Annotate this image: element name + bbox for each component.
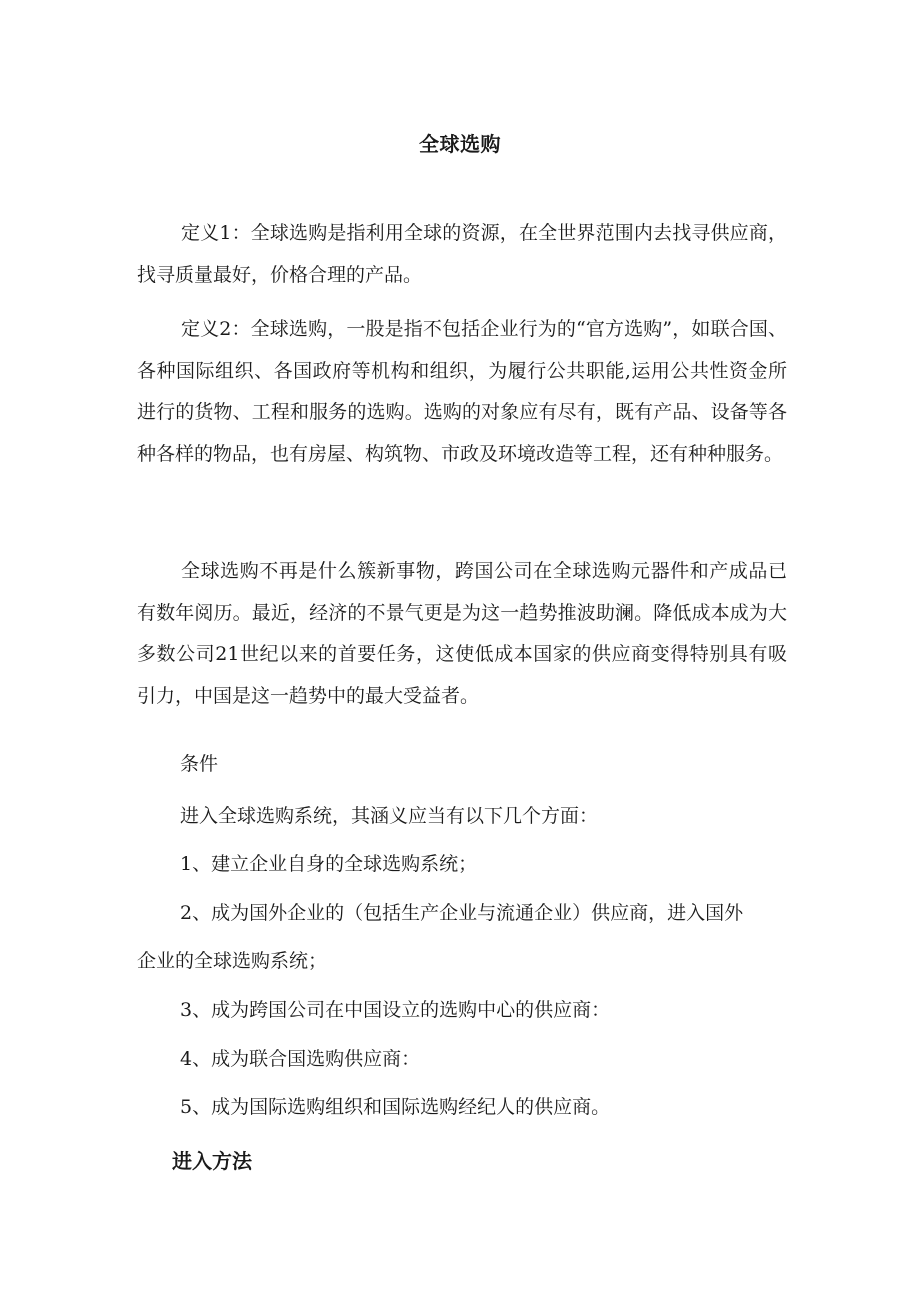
page-title: 全球选购: [419, 132, 501, 156]
definition-2-paragraph: 定义2：全球选购，一股是指不包括企业行为的“官方选购”，如联合国、各种国际组织、各国政府等机构和组织，为履行公共职能,运用公共性资金所进行的货物、工程和服务的选购。选购的对象应有尽有，既有产品、设备等各种各样的物品，也有房屋、构筑物、市政及环境改造等工程，还有种种服务。: [137, 318, 787, 465]
condition-item-4: 4、成为联合国选购供应商：: [180, 1048, 421, 1070]
section-heading-entry-methods: 进入方法: [172, 1149, 252, 1173]
conditions-intro: 进入全球选购系统，其涵义应当有以下几个方面：: [180, 805, 599, 827]
condition-item-5: 5、成为国际选购组织和国际选购经纪人的供应商。: [180, 1096, 611, 1118]
condition-item-2: 2、成为国外企业的（包括生产企业与流通企业）供应商，进入国外: [180, 902, 744, 924]
conditions-label: 条件: [180, 753, 219, 775]
definition-1-paragraph: 定义1：全球选购是指利用全球的资源，在全世界范围内去找寻供应商，找寻质量最好，价格合理的产品。: [137, 222, 787, 286]
global-sourcing-trend-paragraph: 全球选购不再是什么簇新事物，跨国公司在全球选购元器件和产成品已有数年阅历。最近，经济的不景气更是为这一趋势推波助澜。降低成本成为大多数公司21世纪以来的首要任务，这使低成本国家的供应商变得特别具有吸引力，中国是这一趋势中的最大受益者。: [137, 560, 787, 707]
condition-item-2-continued: 企业的全球选购系统；: [137, 950, 328, 972]
condition-item-3: 3、成为跨国公司在中国设立的选购中心的供应商：: [180, 999, 611, 1021]
condition-item-1: 1、建立企业自身的全球选购系统；: [180, 853, 478, 875]
